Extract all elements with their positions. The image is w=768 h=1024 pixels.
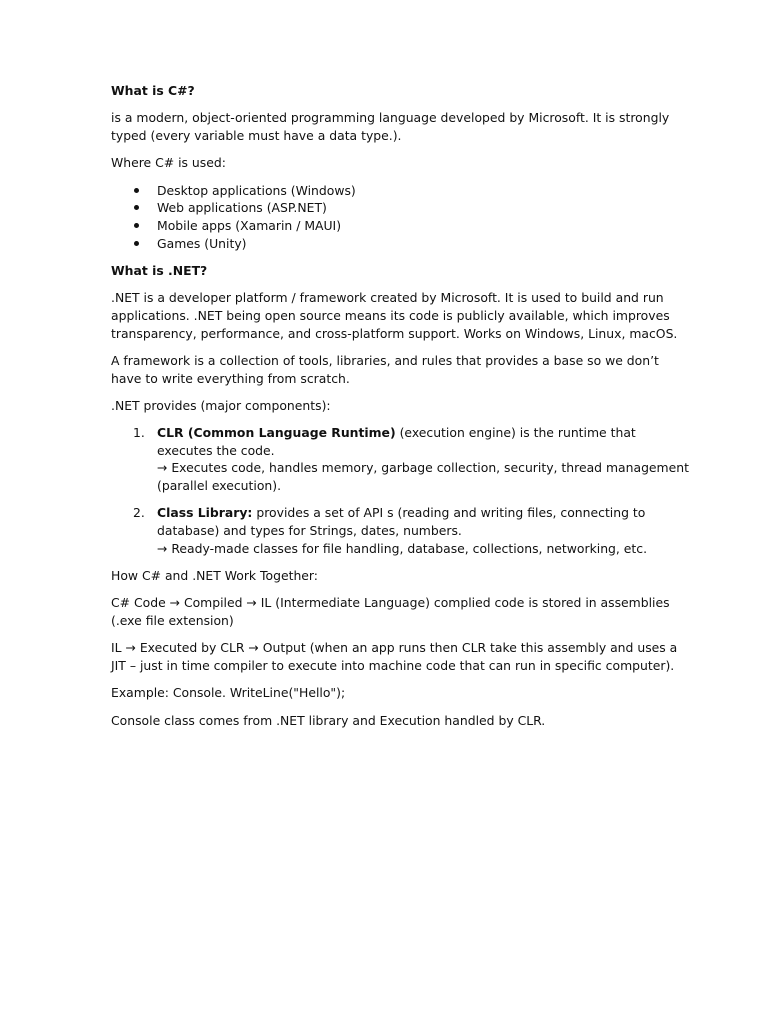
uses-list bbox=[111, 182, 689, 252]
component-item-clr bbox=[111, 424, 689, 494]
list-item: Mobile apps (Xamarin / MAUI) bbox=[111, 217, 689, 235]
component-description: CLR (Common Language Runtime) (execution engine) is the runtime that executes the code. bbox=[157, 425, 636, 458]
where-used-label: Where C# is used: bbox=[111, 155, 226, 171]
list-number: 2. bbox=[133, 505, 145, 521]
csharp-intro: is a modern, object-oriented programming language developed by Microsoft. It is strongly typed (every variable must have a data type.). bbox=[111, 110, 670, 143]
component-title: Class Library: bbox=[157, 505, 253, 521]
list-item: Desktop applications (Windows) bbox=[111, 182, 689, 200]
document-page bbox=[111, 82, 689, 739]
dotnet-paragraph-2: A framework is a collection of tools, libraries, and rules that provides a base so we don’t have to write everything from scratch. bbox=[111, 352, 659, 386]
list-number: 1. bbox=[133, 425, 145, 441]
list-item: Games (Unity) bbox=[111, 235, 689, 253]
component-detail: → Ready-made classes for file handling, database, collections, networking, etc. bbox=[157, 540, 648, 556]
together-heading: How C# and .NET Work Together: bbox=[111, 568, 318, 584]
component-detail: → Executes code, handles memory, garbage collection, security, thread management (parallel execution). bbox=[157, 460, 689, 494]
example-paragraph: Example: Console. WriteLine("Hello"); bbox=[111, 685, 346, 701]
components-list bbox=[111, 424, 689, 557]
closing-paragraph: Console class comes from .NET library and Execution handled by CLR. bbox=[111, 712, 546, 728]
flow-paragraph-2: IL → Executed by CLR → Output (when an app runs then CLR take this assembly and uses a JIT – just in time compiler to execute into machine code that can run in specific computer). bbox=[111, 640, 678, 673]
csharp-heading: What is C#? bbox=[111, 83, 195, 98]
component-title: CLR (Common Language Runtime) bbox=[157, 425, 396, 441]
dotnet-heading: What is .NET? bbox=[111, 262, 208, 278]
dotnet-paragraph-1: .NET is a developer platform / framework created by Microsoft. It is used to build and run applications. .NET being open source means its code is publicly available, which improves transparency, performance, and cross-platform support. Works on Windows, Linux, macOS. bbox=[111, 290, 678, 341]
component-description: Class Library: provides a set of API s (reading and writing files, connecting to database) and types for Strings, dates, numbers. bbox=[157, 505, 646, 539]
flow-paragraph-1: C# Code → Compiled → IL (Intermediate Language) complied code is stored in assemblies (.exe file extension) bbox=[111, 595, 670, 629]
provides-label: .NET provides (major components): bbox=[111, 397, 331, 413]
component-item-class-library bbox=[111, 504, 689, 557]
list-item: Web applications (ASP.NET) bbox=[111, 199, 689, 217]
